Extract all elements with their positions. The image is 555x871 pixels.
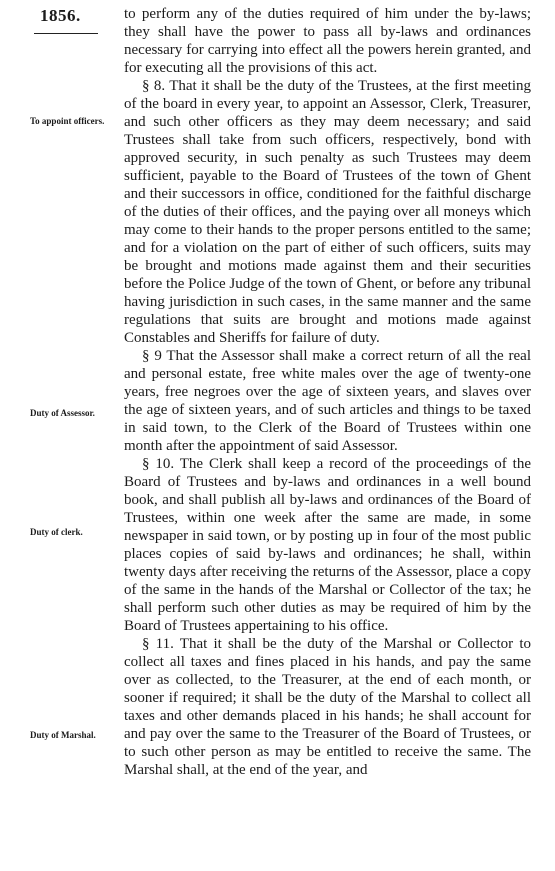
margin-note-assessor: Duty of Assessor. (30, 408, 95, 418)
paragraph-continuation: to perform any of the duties required of him under the by-laws; they shall have the power to pass all by-laws and ordinances necessary for carrying into effect all the powers herein granted, and for executing all the provisions of this act. (124, 6, 531, 76)
page-year: 1856. (40, 6, 81, 25)
margin-note-clerk: Duty of clerk. (30, 527, 83, 537)
section-11-paragraph: § 11. That it shall be the duty of the Marshal or Collector to collect all taxes and fines placed in his hands, and pay the same over as collected, to the Treasurer, at the end of each month, or sooner if required; it shall be the duty of the Marshal to collect all taxes and other demands placed in his hands; he shall account for and pay over the same to the Treasurer of the Board of Trustees, or to such other person as may be entitled to receive the same. The Marshal shall, at the end of the year, and (124, 636, 531, 778)
section-9-paragraph: § 9 That the Assessor shall make a correct return of all the real and personal estate, free white males over the age of twenty-one years, free negroes over the age of sixteen years, and slaves over the age of sixteen years, and of such articles and things to be taxed in said town, to the Clerk of the Board of Trustees within one month after the appointment of said Assessor. (124, 348, 531, 454)
header-rule (34, 33, 98, 34)
margin-note-officers: To appoint officers. (30, 116, 105, 126)
section-8-paragraph: § 8. That it shall be the duty of the Trustees, at the first meeting of the board in every year, to appoint an Assessor, Clerk, Treasurer, and such other officers as they may deem necessary; and said Trustees shall take from such officers, respectively, bond with approved security, in such penalty as such Trustees may deem sufficient, payable to the Board of Trustees of the town of Ghent and their successors in office, conditioned for the faithful discharge of the duties of their offices, and the paying over all moneys which may come to their hands to the proper persons entitled to the same; and for a violation on the part of either of such officers, suits may be brought and motions made against them and their securities before the Police Judge of the town of Ghent, or before any tribunal having jurisdiction in such cases, in the same manner and the same regulations that suits are brought and motions made against Constables and Sheriffs for failure of duty. (124, 78, 531, 346)
margin-note-marshal: Duty of Marshal. (30, 730, 96, 740)
section-10-paragraph: § 10. The Clerk shall keep a record of the proceedings of the Board of Trustees and by-laws and ordinances in a well bound book, and shall publish all by-laws and ordinances of the Board of Trustees, within one week after the same are made, in some newspaper in said town, or by posting up in four of the most public places copies of said by-laws and ordinances; he shall, within twenty days after receiving the returns of the Assessor, place a copy of the same in the hands of the Marshal or Collector of the tax; he shall perform such other duties as may be required of him by the Board of Trustees appertaining to his office. (124, 456, 531, 634)
body-text (124, 5, 531, 779)
